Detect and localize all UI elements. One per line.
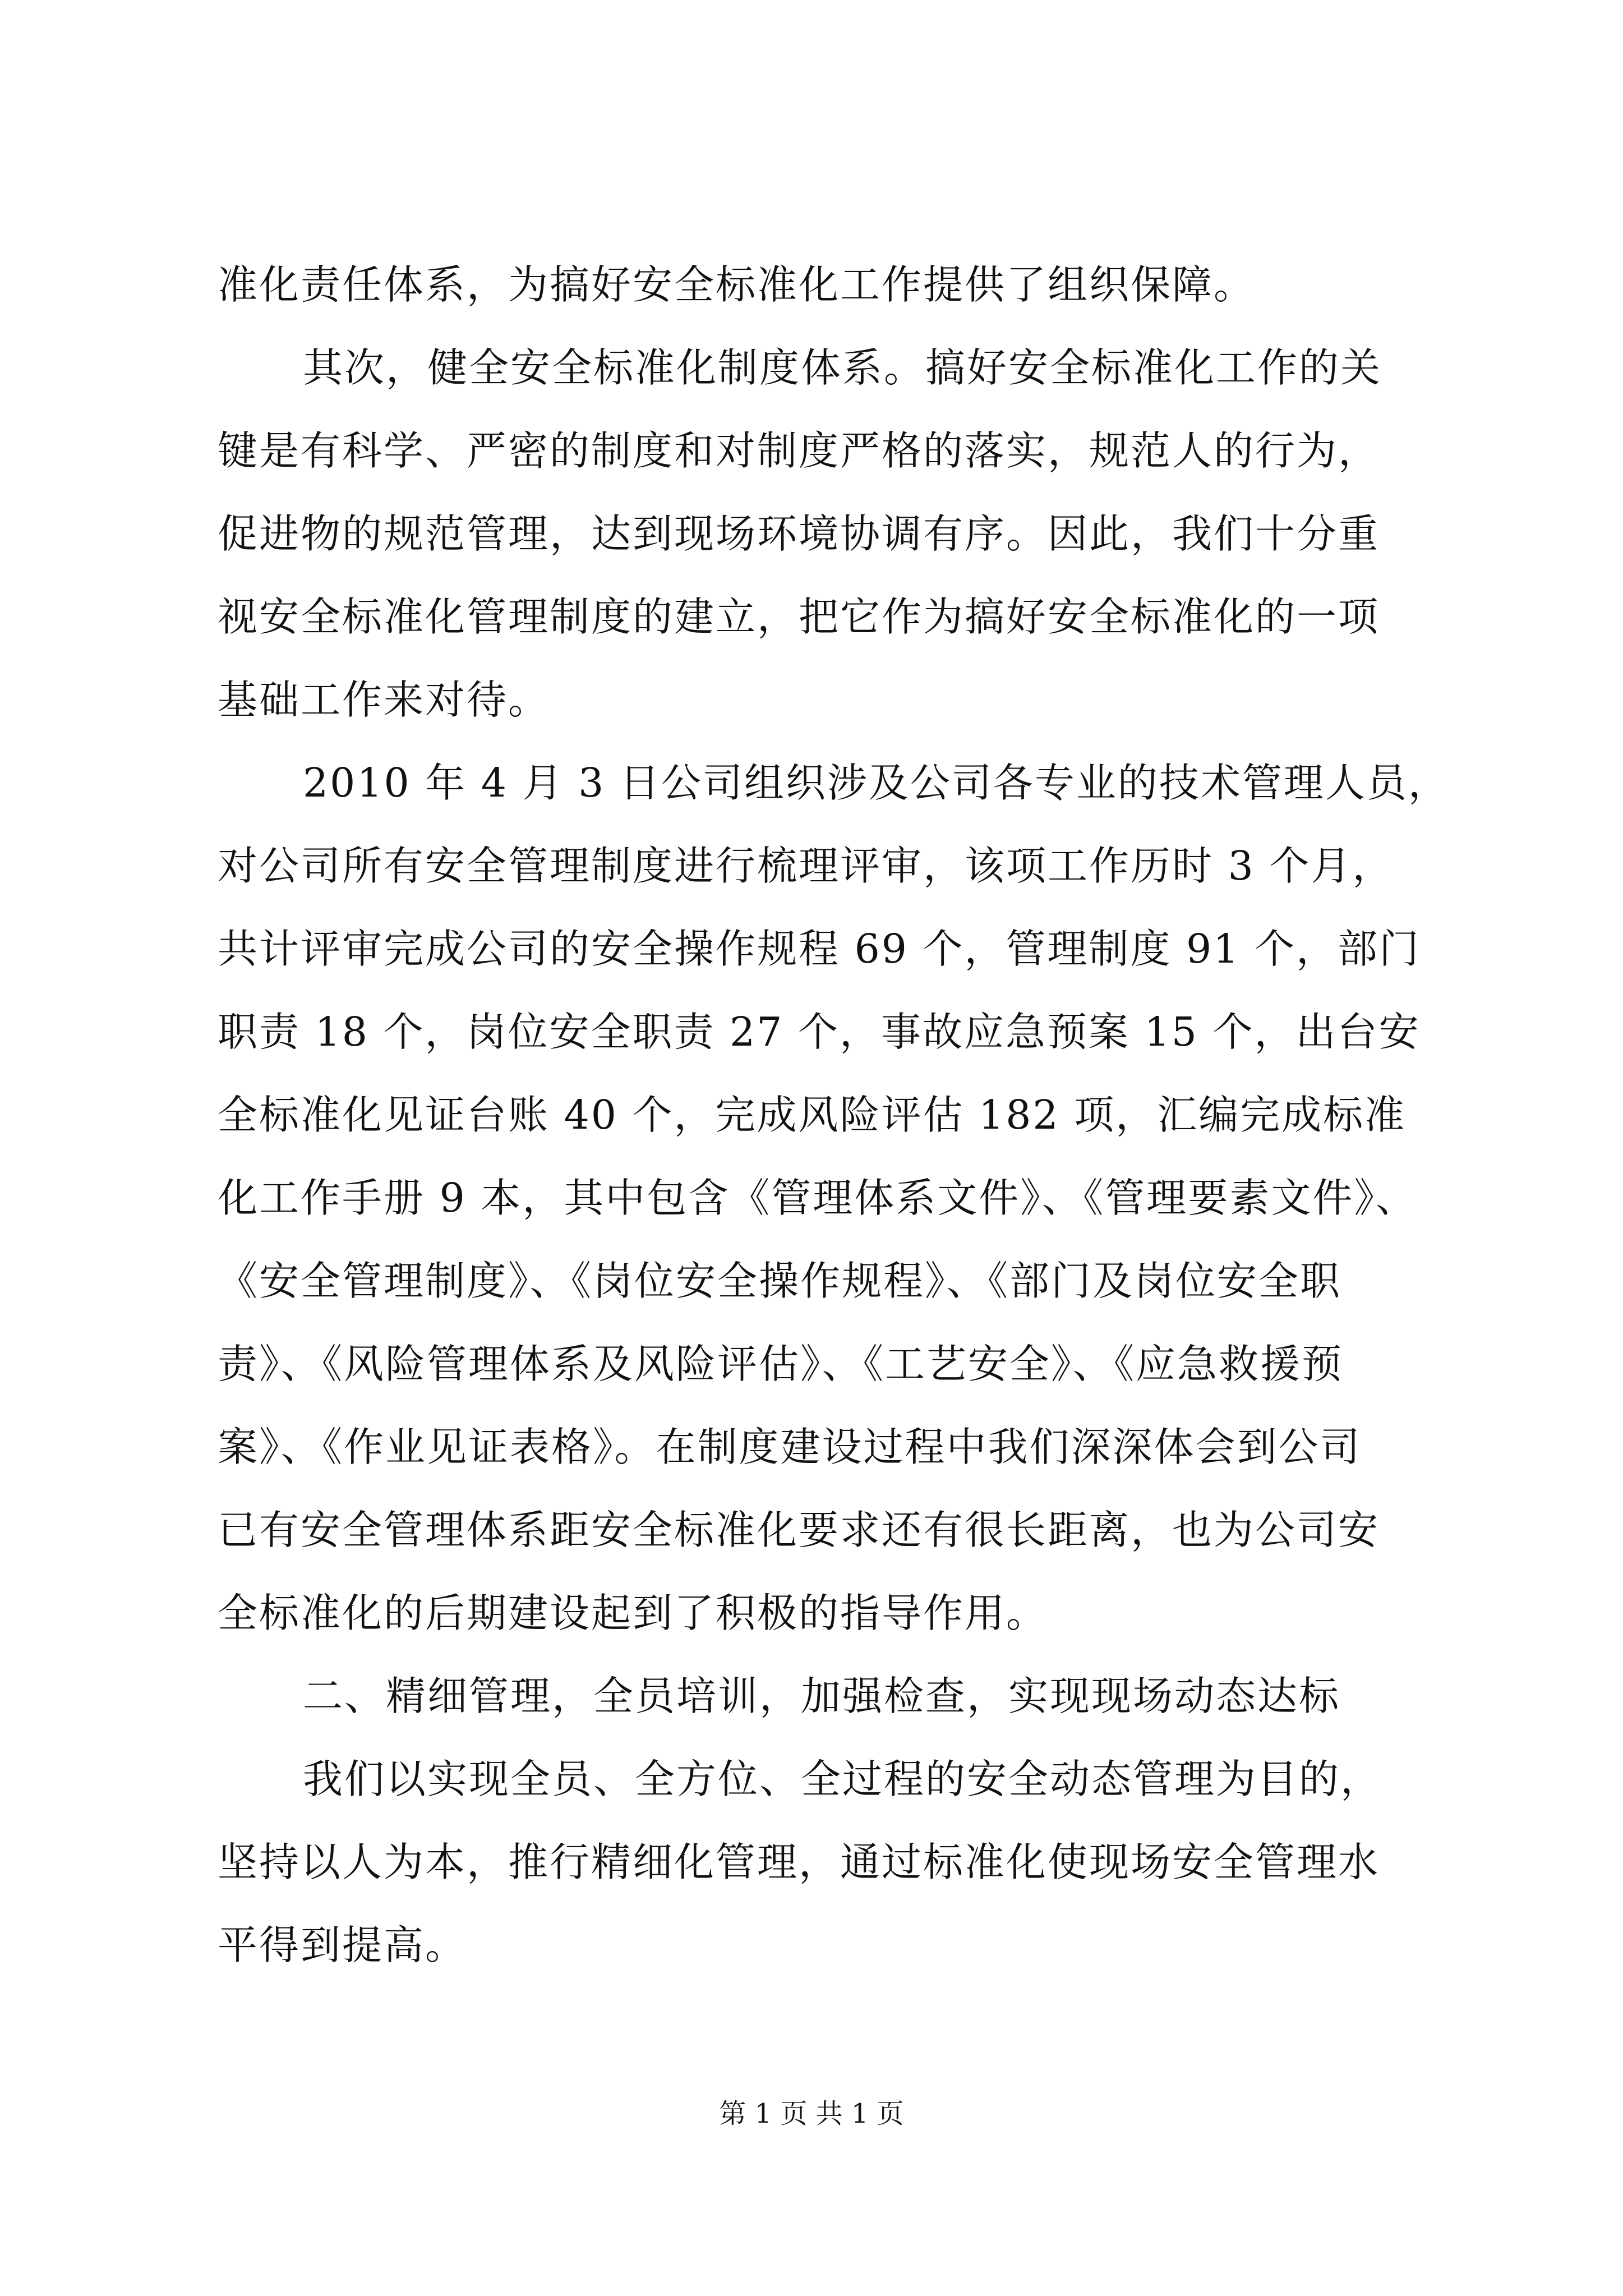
- text-line-8: 对公司所有安全管理制度进行梳理评审，该项工作历时 3 个月，: [218, 843, 1394, 889]
- text-line-9: 共计评审完成公司的安全操作规程 69 个，管理制度 91 个，部门: [218, 926, 1421, 972]
- text-line-21: 平得到提高。: [218, 1922, 467, 1968]
- text-line-2: 其次，健全安全标准化制度体系。搞好安全标准化工作的关: [303, 344, 1382, 391]
- text-line-6: 基础工作来对待。: [218, 677, 550, 723]
- text-line-3: 键是有科学、严密的制度和对制度严格的落实，规范人的行为，: [218, 427, 1380, 474]
- text-line-12: 化工作手册 9 本，其中包含《管理体系文件》、《管理要素文件》、: [218, 1175, 1417, 1221]
- text-line-20: 坚持以人为本，推行精细化管理，通过标准化使现场安全管理水: [218, 1839, 1380, 1885]
- text-line-7: 2010 年 4 月 3 日公司组织涉及公司各专业的技术管理人员，: [303, 760, 1450, 806]
- text-line-1: 准化责任体系，为搞好安全标准化工作提供了组织保障。: [218, 261, 1256, 308]
- text-line-11: 全标准化见证台账 40 个，完成风险评估 182 项，汇编完成标准: [218, 1092, 1407, 1138]
- text-line-15: 案》、《作业见证表格》。在制度建设过程中我们深深体会到公司: [218, 1424, 1362, 1470]
- text-line-4: 促进物的规范管理，达到现场环境协调有序。因此，我们十分重: [218, 510, 1380, 557]
- text-line-14: 责》、《风险管理体系及风险评估》、《工艺安全》、《应急救援预: [218, 1341, 1344, 1387]
- page-footer: 第 1 页 共 1 页: [719, 2098, 904, 2129]
- text-line-13: 《安全管理制度》、《岗位安全操作规程》、《部门及岗位安全职: [218, 1258, 1342, 1304]
- text-line-10: 职责 18 个，岗位安全职责 27 个，事故应急预案 15 个，出台安: [218, 1009, 1421, 1055]
- text-line-16: 已有安全管理体系距安全标准化要求还有很长距离，也为公司安: [218, 1507, 1380, 1553]
- text-line-17: 全标准化的后期建设起到了积极的指导作用。: [218, 1590, 1048, 1636]
- section-heading: 二、精细管理，全员培训，加强检查，实现现场动态达标: [303, 1673, 1341, 1719]
- text-line-5: 视安全标准化管理制度的建立，把它作为搞好安全标准化的一项: [218, 593, 1380, 640]
- text-line-19: 我们以实现全员、全方位、全过程的安全动态管理为目的，: [303, 1756, 1382, 1802]
